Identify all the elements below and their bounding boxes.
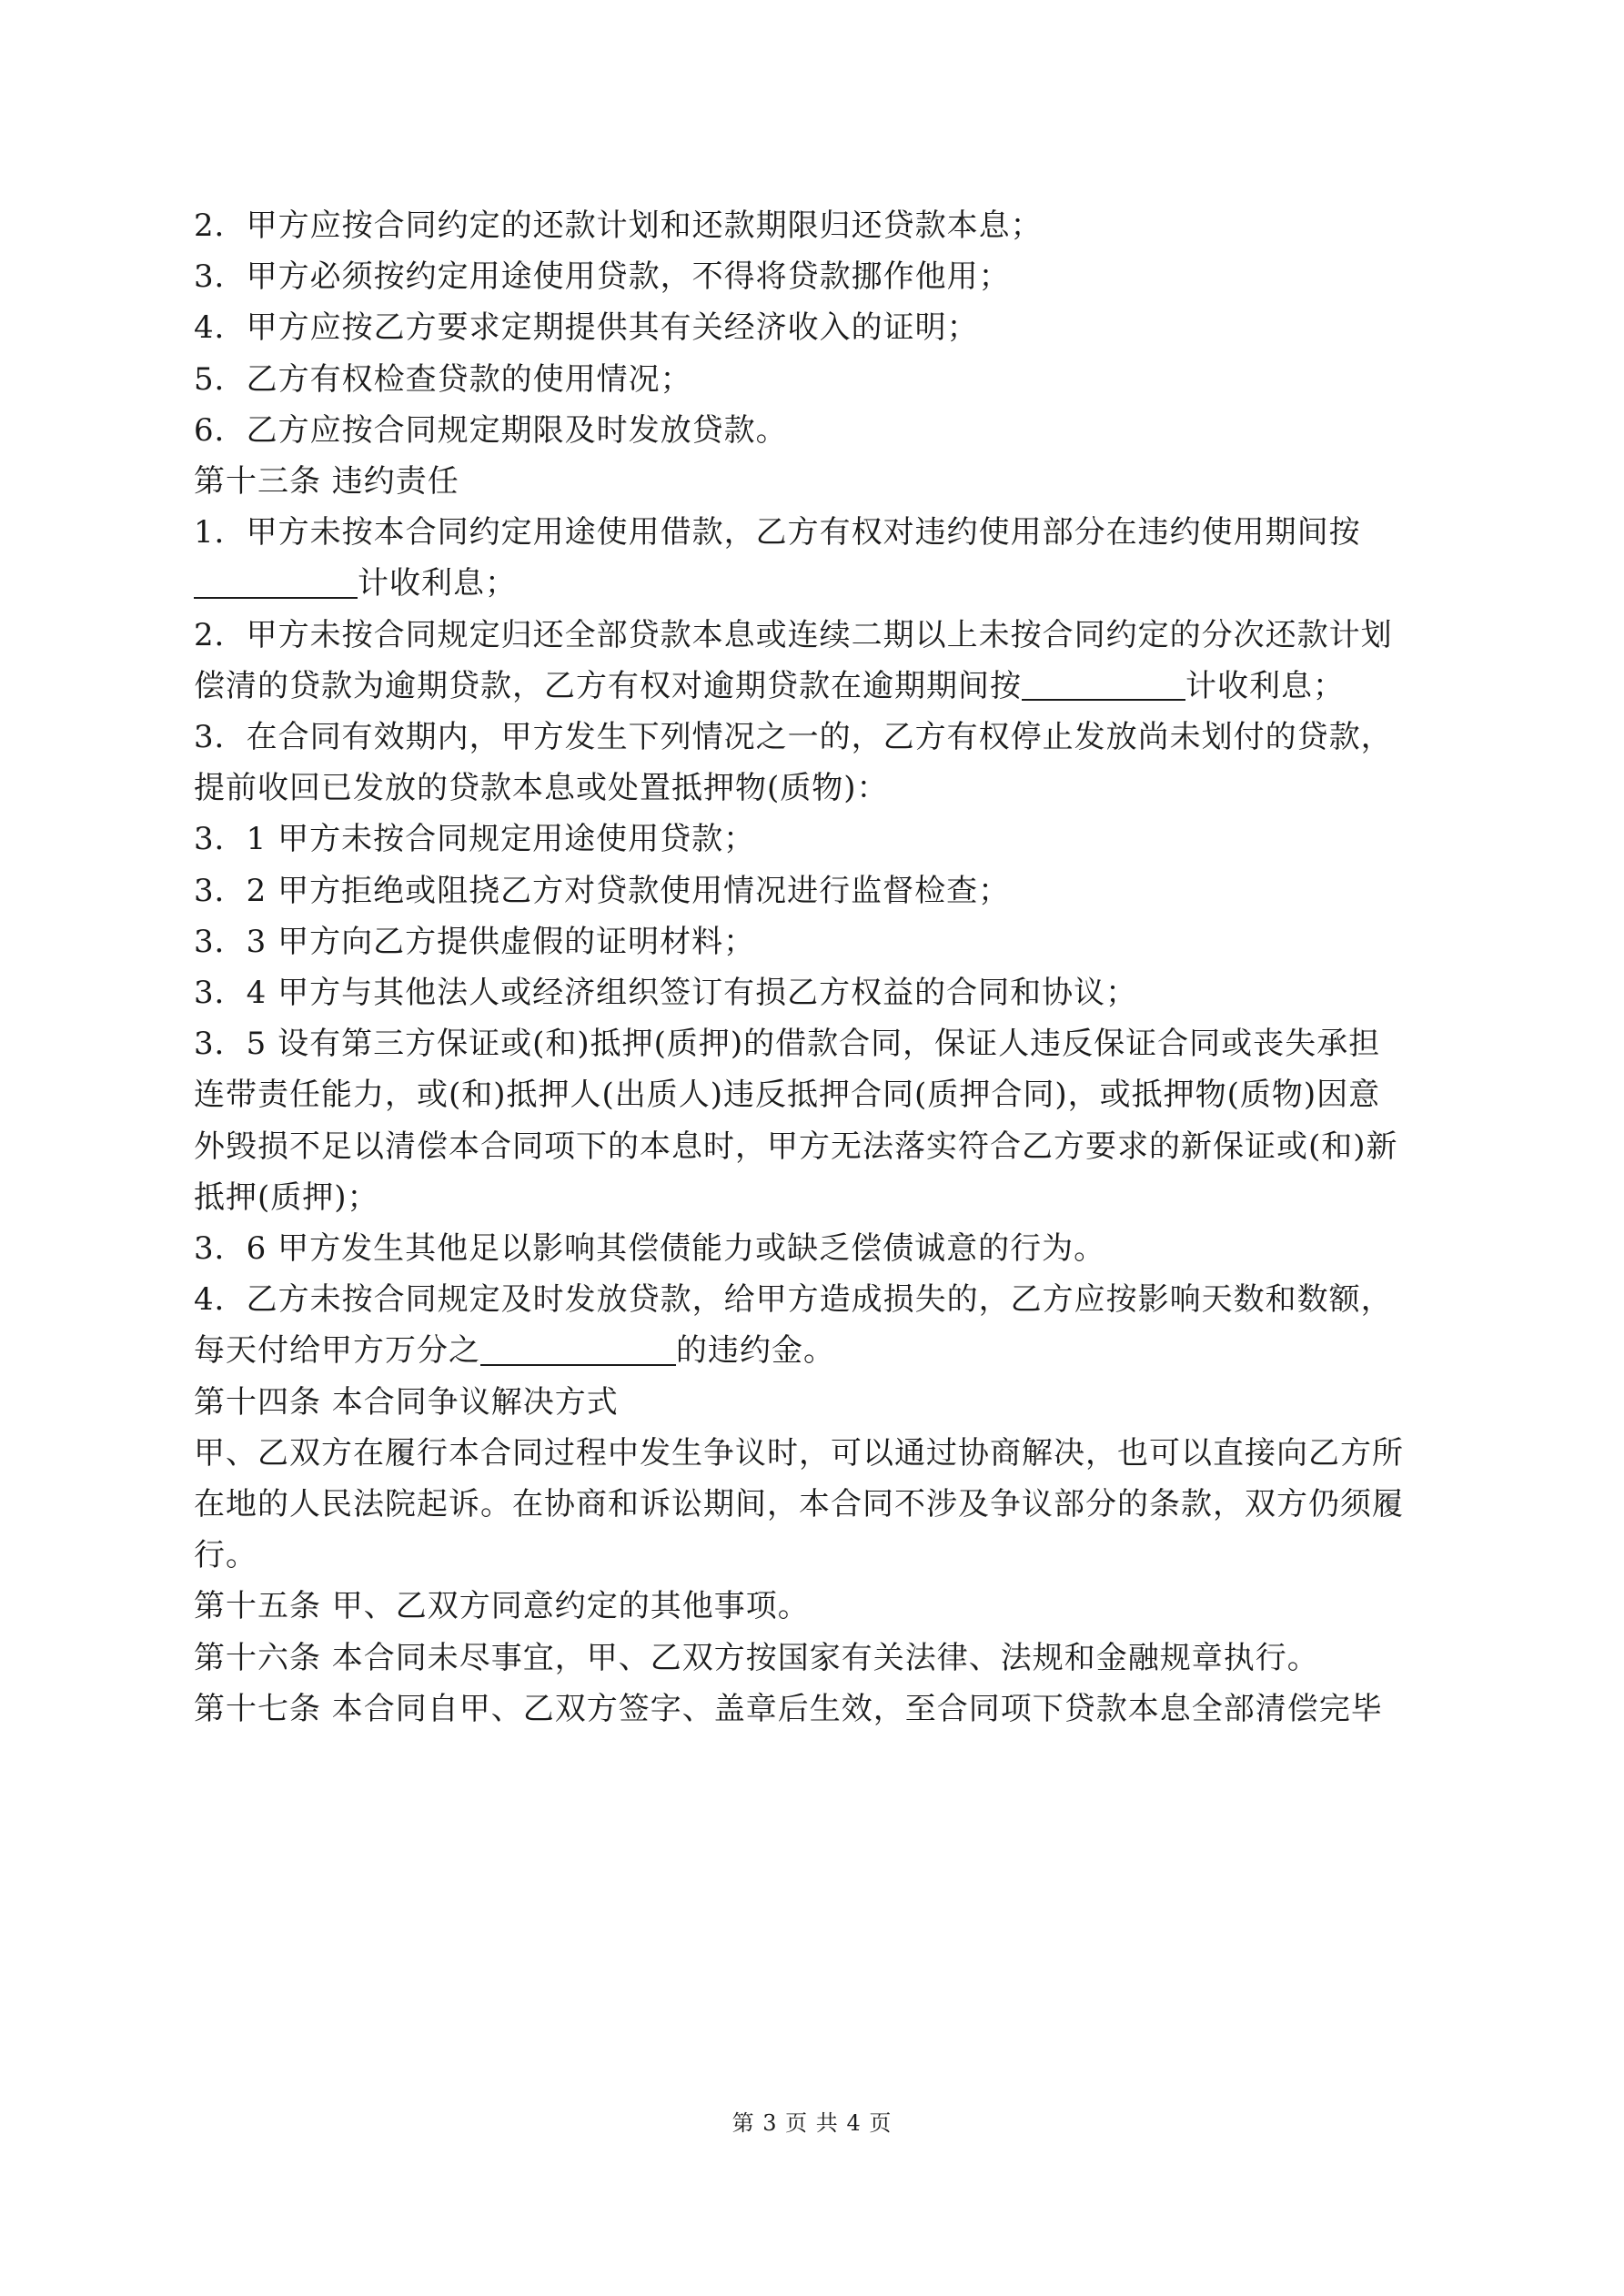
- clause-line: [194, 558, 1440, 609]
- clause-line: 连带责任能力，或(和)抵押人(出质人)违反抵押合同(质押合同)，或抵押物(质物)因意: [194, 1077, 1381, 1114]
- clause-line: 1．甲方未按本合同约定用途使用借款，乙方有权对违约使用部分在违约使用期间按: [194, 514, 1361, 551]
- article-heading: 第十四条 本合同争议解决方式: [194, 1383, 619, 1421]
- clause-line: [194, 1325, 1440, 1376]
- fill-in-blank: [1022, 670, 1185, 701]
- clause-line: 在地的人民法院起诉。在协商和诉讼期间，本合同不涉及争议部分的条款，双方仍须履: [194, 1486, 1404, 1523]
- fill-in-blank: [194, 567, 358, 598]
- article-heading: 第十三条 违约责任: [194, 463, 459, 501]
- clause-line: 3．5 设有第三方保证或(和)抵押(质押)的借款合同，保证人违反保证合同或丧失承担: [194, 1026, 1381, 1063]
- document-body: [194, 200, 1440, 1735]
- fill-in-blank: [480, 1334, 676, 1365]
- clause-line: 3．1 甲方未按合同规定用途使用贷款；: [194, 821, 756, 858]
- clause-text: 的违约金。: [676, 1332, 835, 1370]
- clause-line: 外毁损不足以清偿本合同项下的本息时，甲方无法落实符合乙方要求的新保证或(和)新: [194, 1128, 1398, 1165]
- clause-line: 2．甲方未按合同规定归还全部贷款本息或连续二期以上未按合同约定的分次还款计划: [194, 616, 1393, 653]
- clause-text: 计收利息；: [358, 565, 517, 602]
- clause-line: 抵押(质押)；: [194, 1178, 379, 1216]
- clause-line: 3．2 甲方拒绝或阻挠乙方对贷款使用情况进行监督检查；: [194, 872, 1011, 909]
- clause-line: 3．3 甲方向乙方提供虚假的证明材料；: [194, 923, 756, 960]
- clause-line: 3．4 甲方与其他法人或经济组织签订有损乙方权益的合同和协议；: [194, 975, 1138, 1012]
- clause-line: 5．乙方有权检查贷款的使用情况；: [194, 360, 692, 398]
- clause-text: 每天付给甲方万分之: [194, 1332, 480, 1370]
- article-heading: 第十五条 甲、乙双方同意约定的其他事项。: [194, 1588, 810, 1625]
- clause-text: 计收利息；: [1185, 667, 1345, 704]
- clause-line: 4．乙方未按合同规定及时发放贷款，给甲方造成损失的，乙方应按影响天数和数额，: [194, 1281, 1393, 1319]
- clause-line: [194, 661, 1440, 712]
- clause-text: 偿清的贷款为逾期贷款，乙方有权对逾期贷款在逾期期间按: [194, 667, 1022, 704]
- clause-line: 甲、乙双方在履行本合同过程中发生争议时，可以通过协商解决，也可以直接向乙方所: [194, 1434, 1404, 1472]
- clause-line: 4．甲方应按乙方要求定期提供其有关经济收入的证明；: [194, 309, 979, 347]
- clause-line: 2．甲方应按合同约定的还款计划和还款期限归还贷款本息；: [194, 207, 1043, 244]
- clause-line: 3．在合同有效期内，甲方发生下列情况之一的，乙方有权停止发放尚未划付的贷款，: [194, 719, 1393, 756]
- clause-line: 3．6 甲方发生其他足以影响其偿债能力或缺乏偿债诚意的行为。: [194, 1230, 1106, 1268]
- clause-line: 提前收回已发放的贷款本息或处置抵押物(质物)：: [194, 770, 889, 807]
- clause-line: 6．乙方应按合同规定期限及时发放贷款。: [194, 411, 788, 449]
- article-heading: 第十七条 本合同自甲、乙双方签字、盖章后生效，至合同项下贷款本息全部清偿完毕: [194, 1690, 1383, 1727]
- article-heading: 第十六条 本合同未尽事宜，甲、乙双方按国家有关法律、法规和金融规章执行。: [194, 1639, 1319, 1676]
- clause-line: 3．甲方必须按约定用途使用贷款，不得将贷款挪作他用；: [194, 258, 1011, 296]
- page-number: 第 3 页 共 4 页: [731, 2110, 893, 2136]
- clause-line: 行。: [194, 1537, 257, 1574]
